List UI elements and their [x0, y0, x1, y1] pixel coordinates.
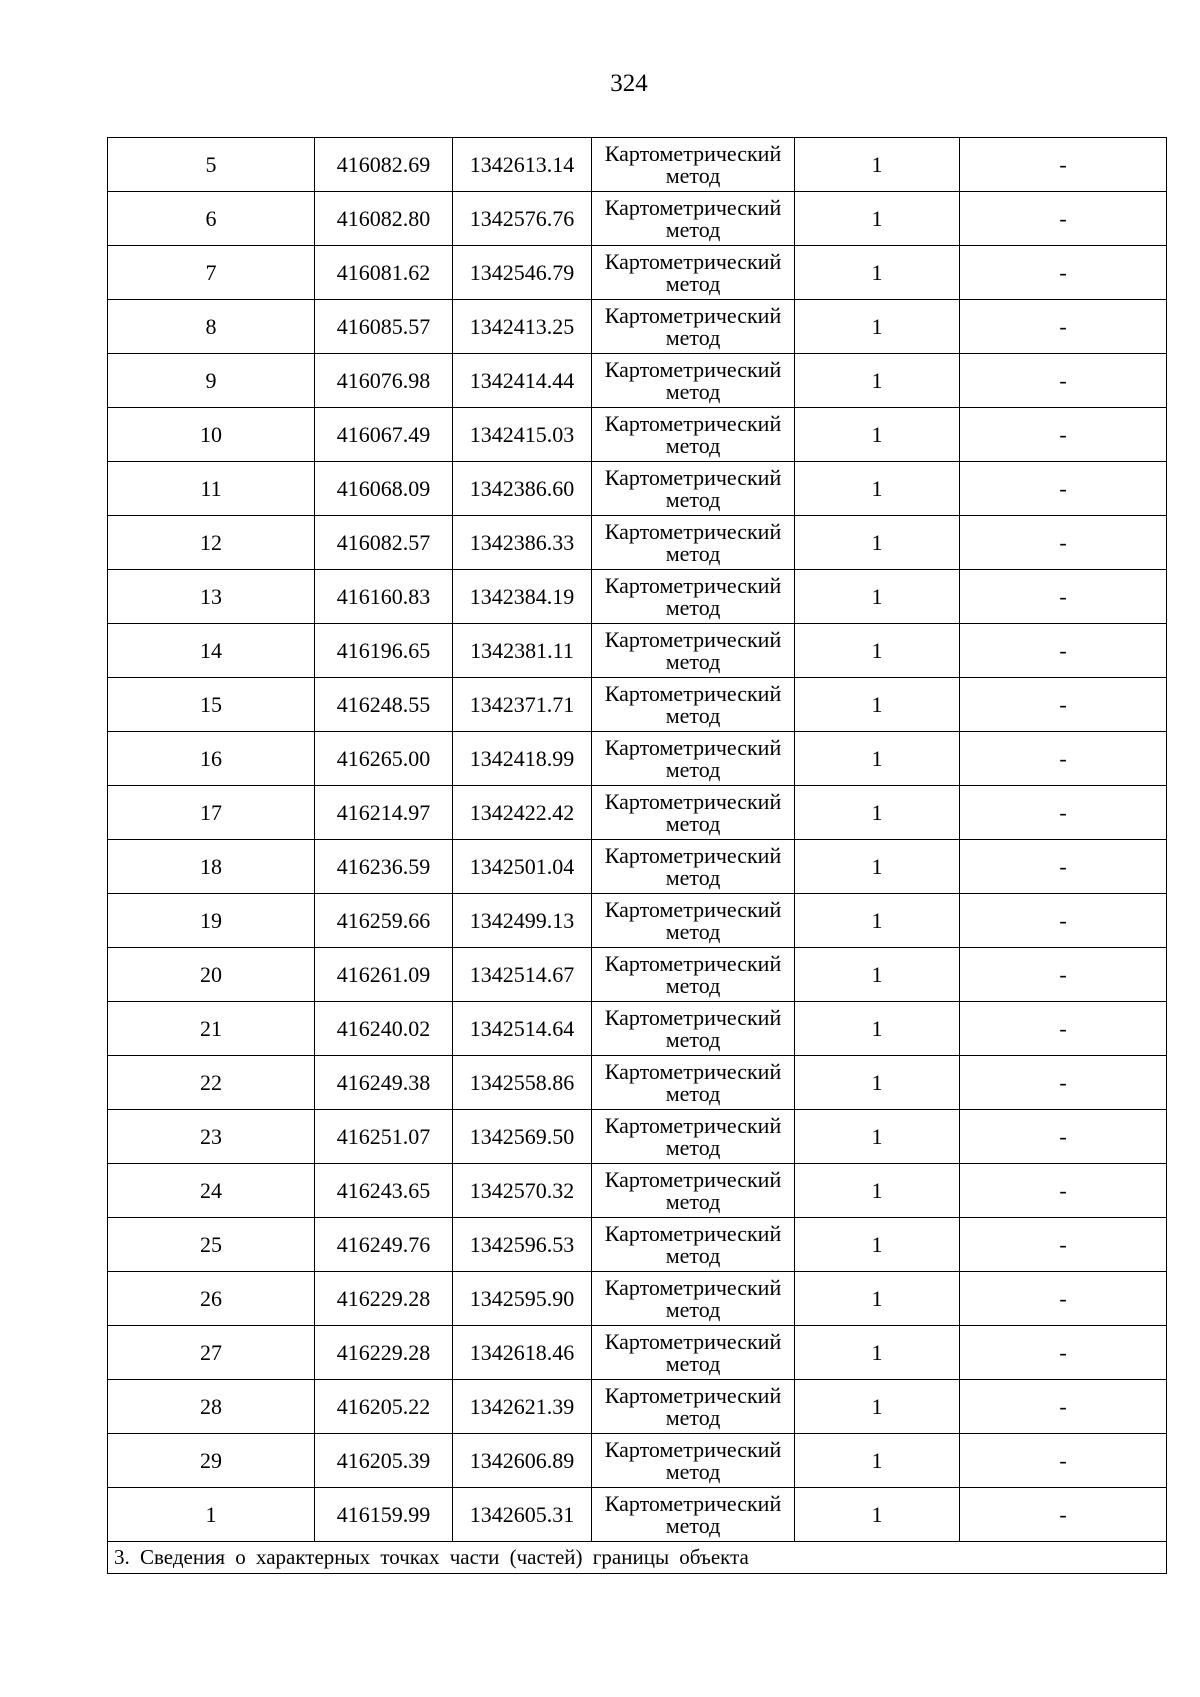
method-line-1: Картометрический [604, 248, 782, 274]
accuracy-cell: 1 [795, 462, 960, 516]
point-number-cell: 10 [108, 408, 315, 462]
method-line-1: Картометрический [604, 1112, 782, 1138]
method-line-2: метод [665, 1350, 721, 1376]
table-row [108, 948, 1167, 1002]
description-cell: - [960, 1434, 1167, 1488]
x-coordinate-cell: 416082.69 [315, 138, 453, 192]
point-number-cell: 6 [108, 192, 315, 246]
x-coordinate-cell: 416082.57 [315, 516, 453, 570]
description-cell: - [960, 732, 1167, 786]
x-coordinate-cell: 416076.98 [315, 354, 453, 408]
method-line-1: Картометрический [604, 734, 782, 760]
method-line-2: метод [665, 1134, 721, 1160]
x-coordinate-cell: 416249.76 [315, 1218, 453, 1272]
point-number-cell: 23 [108, 1110, 315, 1164]
y-coordinate-cell: 1342514.67 [453, 948, 592, 1002]
method-line-1: Картометрический [604, 194, 782, 220]
method-cell [592, 1380, 795, 1434]
accuracy-cell: 1 [795, 1164, 960, 1218]
accuracy-cell: 1 [795, 624, 960, 678]
y-coordinate-cell: 1342595.90 [453, 1272, 592, 1326]
y-coordinate-cell: 1342558.86 [453, 1056, 592, 1110]
method-cell [592, 246, 795, 300]
method-cell [592, 516, 795, 570]
x-coordinate-cell: 416251.07 [315, 1110, 453, 1164]
method-line-1: Картометрический [604, 1166, 782, 1192]
y-coordinate-cell: 1342596.53 [453, 1218, 592, 1272]
method-line-2: метод [665, 1188, 721, 1214]
point-number-cell: 21 [108, 1002, 315, 1056]
accuracy-cell: 1 [795, 1272, 960, 1326]
method-cell [592, 1272, 795, 1326]
y-coordinate-cell: 1342384.19 [453, 570, 592, 624]
accuracy-cell: 1 [795, 1002, 960, 1056]
table-row [108, 138, 1167, 192]
method-line-2: метод [665, 432, 721, 458]
y-coordinate-cell: 1342613.14 [453, 138, 592, 192]
method-line-1: Картометрический [604, 1220, 782, 1246]
y-coordinate-cell: 1342501.04 [453, 840, 592, 894]
point-number-cell: 14 [108, 624, 315, 678]
method-line-1: Картометрический [604, 950, 782, 976]
point-number-cell: 8 [108, 300, 315, 354]
accuracy-cell: 1 [795, 300, 960, 354]
method-line-2: метод [665, 810, 721, 836]
method-line-2: метод [665, 918, 721, 944]
x-coordinate-cell: 416261.09 [315, 948, 453, 1002]
accuracy-cell: 1 [795, 1326, 960, 1380]
method-cell [592, 300, 795, 354]
y-coordinate-cell: 1342618.46 [453, 1326, 592, 1380]
description-cell: - [960, 1488, 1167, 1542]
accuracy-cell: 1 [795, 408, 960, 462]
table-row [108, 354, 1167, 408]
point-number-cell: 12 [108, 516, 315, 570]
point-number-cell: 22 [108, 1056, 315, 1110]
x-coordinate-cell: 416067.49 [315, 408, 453, 462]
method-line-1: Картометрический [604, 626, 782, 652]
point-number-cell: 9 [108, 354, 315, 408]
method-line-1: Картометрический [604, 1328, 782, 1354]
description-cell: - [960, 1218, 1167, 1272]
method-cell [592, 1488, 795, 1542]
description-cell: - [960, 1272, 1167, 1326]
x-coordinate-cell: 416229.28 [315, 1326, 453, 1380]
table-row [108, 462, 1167, 516]
x-coordinate-cell: 416259.66 [315, 894, 453, 948]
x-coordinate-cell: 416265.00 [315, 732, 453, 786]
method-line-2: метод [665, 1404, 721, 1430]
accuracy-cell: 1 [795, 192, 960, 246]
method-line-1: Картометрический [604, 680, 782, 706]
method-line-1: Картометрический [604, 1382, 782, 1408]
accuracy-cell: 1 [795, 948, 960, 1002]
accuracy-cell: 1 [795, 516, 960, 570]
description-cell: - [960, 300, 1167, 354]
description-cell: - [960, 408, 1167, 462]
description-cell: - [960, 786, 1167, 840]
table-row [108, 1488, 1167, 1542]
method-cell [592, 570, 795, 624]
method-cell [592, 732, 795, 786]
description-cell: - [960, 1326, 1167, 1380]
method-line-1: Картометрический [604, 572, 782, 598]
y-coordinate-cell: 1342621.39 [453, 1380, 592, 1434]
table-row [108, 1002, 1167, 1056]
table-row [108, 1326, 1167, 1380]
accuracy-cell: 1 [795, 840, 960, 894]
table-row [108, 1218, 1167, 1272]
description-cell: - [960, 1164, 1167, 1218]
x-coordinate-cell: 416236.59 [315, 840, 453, 894]
x-coordinate-cell: 416248.55 [315, 678, 453, 732]
method-line-2: метод [665, 1512, 721, 1538]
accuracy-cell: 1 [795, 678, 960, 732]
table-row [108, 1380, 1167, 1434]
method-cell [592, 192, 795, 246]
x-coordinate-cell: 416085.57 [315, 300, 453, 354]
accuracy-cell: 1 [795, 354, 960, 408]
table-row [108, 300, 1167, 354]
table-row [108, 246, 1167, 300]
method-line-2: метод [665, 648, 721, 674]
method-line-2: метод [665, 702, 721, 728]
description-cell: - [960, 516, 1167, 570]
table-row [108, 678, 1167, 732]
method-line-2: метод [665, 1080, 721, 1106]
point-number-cell: 19 [108, 894, 315, 948]
accuracy-cell: 1 [795, 1218, 960, 1272]
method-line-1: Картометрический [604, 1490, 782, 1516]
accuracy-cell: 1 [795, 1488, 960, 1542]
table-row [108, 1164, 1167, 1218]
method-line-2: метод [665, 486, 721, 512]
y-coordinate-cell: 1342606.89 [453, 1434, 592, 1488]
x-coordinate-cell: 416082.80 [315, 192, 453, 246]
table-row [108, 408, 1167, 462]
method-line-1: Картометрический [604, 1274, 782, 1300]
section-footer-row [108, 1542, 1167, 1574]
method-line-2: метод [665, 1458, 721, 1484]
method-line-2: метод [665, 378, 721, 404]
method-cell [592, 840, 795, 894]
y-coordinate-cell: 1342570.32 [453, 1164, 592, 1218]
y-coordinate-cell: 1342546.79 [453, 246, 592, 300]
y-coordinate-cell: 1342605.31 [453, 1488, 592, 1542]
method-line-1: Картометрический [604, 302, 782, 328]
method-cell [592, 1002, 795, 1056]
y-coordinate-cell: 1342418.99 [453, 732, 592, 786]
y-coordinate-cell: 1342381.11 [453, 624, 592, 678]
table-row [108, 1110, 1167, 1164]
y-coordinate-cell: 1342414.44 [453, 354, 592, 408]
point-number-cell: 18 [108, 840, 315, 894]
method-line-1: Картометрический [604, 140, 782, 166]
accuracy-cell: 1 [795, 246, 960, 300]
table-row [108, 192, 1167, 246]
description-cell: - [960, 840, 1167, 894]
method-line-1: Картометрический [604, 1004, 782, 1030]
y-coordinate-cell: 1342499.13 [453, 894, 592, 948]
method-cell [592, 894, 795, 948]
point-number-cell: 15 [108, 678, 315, 732]
point-number-cell: 25 [108, 1218, 315, 1272]
method-line-1: Картометрический [604, 518, 782, 544]
x-coordinate-cell: 416249.38 [315, 1056, 453, 1110]
method-line-1: Картометрический [604, 464, 782, 490]
description-cell: - [960, 1056, 1167, 1110]
y-coordinate-cell: 1342569.50 [453, 1110, 592, 1164]
method-cell [592, 624, 795, 678]
method-line-1: Картометрический [604, 1058, 782, 1084]
x-coordinate-cell: 416205.22 [315, 1380, 453, 1434]
method-cell [592, 138, 795, 192]
section-footer-text: 3. Сведения о характерных точках части (частей) границы объекта [108, 1542, 1167, 1574]
x-coordinate-cell: 416196.65 [315, 624, 453, 678]
point-number-cell: 24 [108, 1164, 315, 1218]
method-line-1: Картометрический [604, 842, 782, 868]
method-line-1: Картометрический [604, 410, 782, 436]
description-cell: - [960, 678, 1167, 732]
method-line-2: метод [665, 972, 721, 998]
accuracy-cell: 1 [795, 1434, 960, 1488]
method-line-1: Картометрический [604, 896, 782, 922]
method-cell [592, 678, 795, 732]
method-cell [592, 948, 795, 1002]
table-row [108, 516, 1167, 570]
y-coordinate-cell: 1342576.76 [453, 192, 592, 246]
description-cell: - [960, 1002, 1167, 1056]
coordinates-table [107, 137, 1167, 1574]
method-cell [592, 1110, 795, 1164]
method-line-1: Картометрический [604, 356, 782, 382]
accuracy-cell: 1 [795, 1110, 960, 1164]
description-cell: - [960, 246, 1167, 300]
x-coordinate-cell: 416214.97 [315, 786, 453, 840]
y-coordinate-cell: 1342514.64 [453, 1002, 592, 1056]
table-row [108, 732, 1167, 786]
method-cell [592, 1218, 795, 1272]
method-cell [592, 462, 795, 516]
point-number-cell: 27 [108, 1326, 315, 1380]
accuracy-cell: 1 [795, 570, 960, 624]
table-row [108, 570, 1167, 624]
description-cell: - [960, 624, 1167, 678]
x-coordinate-cell: 416081.62 [315, 246, 453, 300]
accuracy-cell: 1 [795, 138, 960, 192]
point-number-cell: 29 [108, 1434, 315, 1488]
method-line-2: метод [665, 1026, 721, 1052]
point-number-cell: 16 [108, 732, 315, 786]
point-number-cell: 20 [108, 948, 315, 1002]
table-body [108, 138, 1167, 1542]
method-line-2: метод [665, 1296, 721, 1322]
point-number-cell: 5 [108, 138, 315, 192]
point-number-cell: 28 [108, 1380, 315, 1434]
method-cell [592, 1326, 795, 1380]
method-line-2: метод [665, 1242, 721, 1268]
page-number: 324 [610, 70, 648, 97]
y-coordinate-cell: 1342386.33 [453, 516, 592, 570]
accuracy-cell: 1 [795, 1056, 960, 1110]
accuracy-cell: 1 [795, 732, 960, 786]
x-coordinate-cell: 416160.83 [315, 570, 453, 624]
point-number-cell: 11 [108, 462, 315, 516]
method-cell [592, 408, 795, 462]
table-row [108, 1434, 1167, 1488]
table-row [108, 894, 1167, 948]
accuracy-cell: 1 [795, 894, 960, 948]
table-row [108, 624, 1167, 678]
accuracy-cell: 1 [795, 786, 960, 840]
x-coordinate-cell: 416205.39 [315, 1434, 453, 1488]
description-cell: - [960, 354, 1167, 408]
description-cell: - [960, 462, 1167, 516]
method-line-2: метод [665, 162, 721, 188]
method-line-2: метод [665, 216, 721, 242]
table-row [108, 1272, 1167, 1326]
description-cell: - [960, 570, 1167, 624]
table-row [108, 786, 1167, 840]
method-cell [592, 786, 795, 840]
method-line-2: метод [665, 594, 721, 620]
method-cell [592, 1434, 795, 1488]
y-coordinate-cell: 1342386.60 [453, 462, 592, 516]
y-coordinate-cell: 1342371.71 [453, 678, 592, 732]
method-line-2: метод [665, 756, 721, 782]
y-coordinate-cell: 1342422.42 [453, 786, 592, 840]
description-cell: - [960, 1110, 1167, 1164]
method-cell [592, 1056, 795, 1110]
point-number-cell: 13 [108, 570, 315, 624]
description-cell: - [960, 1380, 1167, 1434]
x-coordinate-cell: 416068.09 [315, 462, 453, 516]
x-coordinate-cell: 416159.99 [315, 1488, 453, 1542]
method-line-2: метод [665, 540, 721, 566]
method-line-2: метод [665, 324, 721, 350]
method-cell [592, 354, 795, 408]
x-coordinate-cell: 416229.28 [315, 1272, 453, 1326]
description-cell: - [960, 948, 1167, 1002]
accuracy-cell: 1 [795, 1380, 960, 1434]
table-row [108, 1056, 1167, 1110]
description-cell: - [960, 894, 1167, 948]
method-line-1: Картометрический [604, 1436, 782, 1462]
method-line-2: метод [665, 864, 721, 890]
point-number-cell: 7 [108, 246, 315, 300]
description-cell: - [960, 192, 1167, 246]
method-line-2: метод [665, 270, 721, 296]
y-coordinate-cell: 1342413.25 [453, 300, 592, 354]
x-coordinate-cell: 416243.65 [315, 1164, 453, 1218]
method-line-1: Картометрический [604, 788, 782, 814]
x-coordinate-cell: 416240.02 [315, 1002, 453, 1056]
description-cell: - [960, 138, 1167, 192]
point-number-cell: 17 [108, 786, 315, 840]
y-coordinate-cell: 1342415.03 [453, 408, 592, 462]
method-cell [592, 1164, 795, 1218]
point-number-cell: 1 [108, 1488, 315, 1542]
point-number-cell: 26 [108, 1272, 315, 1326]
table-row [108, 840, 1167, 894]
